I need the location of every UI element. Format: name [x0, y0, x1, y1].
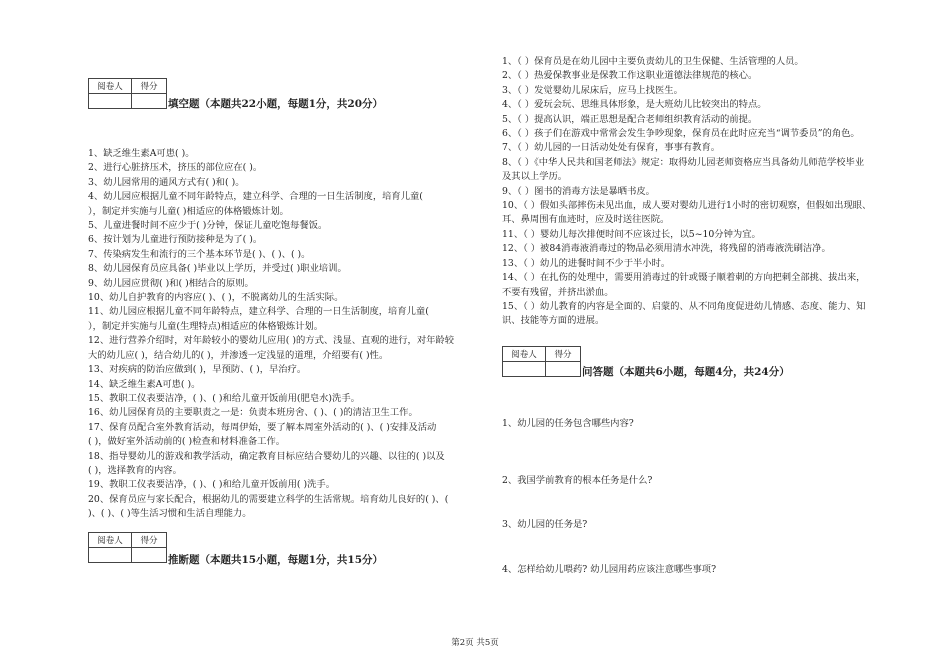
qa-section-title: 问答题（本题共6小题，每题4分，共24分） [582, 366, 790, 378]
judge-line: 14、（ ）在扎伤的处理中，需要用消毒过的针或镊子顺着刺的方向把刺全部挑、拔出来， [502, 272, 866, 284]
fill-line: 13、对疾病的防治应做到( )，早预防、( )，早治疗。 [88, 364, 307, 376]
fill-line: 12、进行营养介绍时，对年龄较小的婴幼儿应用( )的方式、浅显、直观的进行，对年龄较 [88, 335, 455, 347]
fill-line: ( )，选择教育的内容。 [88, 464, 182, 476]
page-number: 第2页 共5页 [451, 638, 499, 648]
grader-box-judge [88, 532, 167, 563]
judge-line: 5、（ ）提高认识，端正思想是配合老师组织教育活动的前提。 [502, 113, 758, 125]
fill-line: 3、幼儿园常用的通风方式有( )和( )。 [88, 176, 245, 188]
grader-score-cell [132, 94, 167, 109]
fill-line: ( )，做好室外活动前的( )检查和材料准备工作。 [88, 436, 286, 448]
fill-line: 5、儿童进餐时间不应少于( )分钟，保证儿童吃饱每餐饭。 [88, 220, 328, 232]
grader-score-cell [546, 362, 581, 377]
judge-line: 2、（ ）热爱保教事业是保教工作这职业道德法律规范的核心。 [502, 70, 758, 82]
fill-line: 15、教职工仪表要洁净，( )、( )和给儿童开饭前用(肥皂水)洗手。 [88, 392, 360, 404]
grader-box-fill [88, 78, 167, 109]
fill-line: 14、缺乏维生素A可患( )。 [88, 378, 201, 390]
grader-reviewer-cell [89, 94, 132, 109]
judge-line: 3、（ ）发觉婴幼儿尿床后，应马上找医生。 [502, 84, 683, 96]
qa-question-4: 4、怎样给幼儿喂药? 幼儿园用药应该注意哪些事项? [502, 564, 717, 575]
fill-section-title: 填空题（本题共22小题，每题1分，共20分） [168, 98, 384, 110]
grader-score-cell [132, 548, 167, 563]
grader-score-label: 得分 [132, 79, 167, 94]
judge-line: 15、（ ）幼儿教育的内容是全面的、启蒙的、从不同角度促进幼儿情感、态度、能力、知 [502, 300, 866, 312]
judge-line: 4、（ ）爱玩会玩、思维具体形象，是大班幼儿比较突出的特点。 [502, 99, 767, 111]
fill-line: 11、幼儿园应根据儿童不同年龄特点，建立科学、合理的一日生活制度，培育儿童( [88, 306, 429, 318]
qa-question-3: 3、幼儿园的任务是? [502, 519, 588, 530]
judge-line: 7、（ ）幼儿园的一日活动处处有保育，事事有教育。 [502, 142, 721, 154]
fill-line: 4、幼儿园应根据儿童不同年龄特点，建立科学、合理的一日生活制度，培育儿童( [88, 191, 423, 203]
fill-line: )、( )、( )等生活习惯和生活自理能力。 [88, 508, 252, 520]
fill-question-list [88, 147, 484, 522]
judge-question-list [502, 55, 907, 329]
grader-reviewer-label: 阅卷人 [89, 79, 132, 94]
judge-line: 不要有残留，并挤出淤血。 [502, 286, 614, 298]
judge-section-title: 推断题（本题共15小题，每题1分，共15分） [168, 554, 384, 566]
judge-line: 1、（ ）保育员是在幼儿园中主要负责幼儿的卫生保健、生活管理的人员。 [502, 56, 804, 67]
fill-line: 6、按计划为儿童进行预防接种是为了( )。 [88, 234, 263, 246]
qa-question-2: 2、我国学前教育的根本任务是什么? [502, 475, 653, 486]
grader-reviewer-cell [503, 362, 546, 377]
grader-reviewer-label: 阅卷人 [89, 533, 132, 548]
judge-line: 耳、鼻周围有血迹时，应及时送往医院。 [502, 214, 670, 226]
judge-line: 11、（ ）婴幼儿每次排便时间不应该过长，以5~10分钟为宜。 [502, 228, 761, 240]
fill-line: 9、幼儿园应贯彻( )和( )相结合的原则。 [88, 277, 254, 289]
grader-reviewer-label: 阅卷人 [503, 347, 546, 362]
fill-line: ），制定并实施与儿童( )相适应的体格锻炼计划。 [88, 205, 289, 217]
fill-line: 19、教职工仪表要洁净，( )、( )和给儿童开饭前用( )洗手。 [88, 479, 335, 491]
fill-line: 10、幼儿自护教育的内容应( )、( )，不脱离幼儿的生活实际。 [88, 292, 344, 304]
fill-line: 1、缺乏维生素A可患( )。 [88, 148, 195, 159]
judge-line: 及其以上学历。 [502, 171, 568, 183]
qa-question-1: 1、幼儿园的任务包含哪些内容? [502, 418, 634, 429]
judge-line: 8、（ ）《中华人民共和国老师法》规定：取得幼儿园老师资格应当具备幼儿师范学校毕业 [502, 156, 865, 168]
fill-line: 20、保育员应与家长配合，根据幼儿的需要建立科学的生活常规。培育幼儿良好的( )、( [88, 493, 449, 505]
fill-line: 大的幼儿应( )，结合幼儿的( )，并渗透一定浅显的道理，介绍要有( )性。 [88, 349, 389, 361]
fill-line: 16、幼儿园保育员的主要职责之一是：负责本班房舍、( )、( )的清洁卫生工作。 [88, 407, 418, 419]
fill-line: 17、保育员配合室外教育活动，每周伊始，要了解本周室外活动的( )、( )安排及活动 [88, 421, 437, 433]
grader-score-label: 得分 [132, 533, 167, 548]
grader-box-qa [502, 346, 581, 377]
judge-line: 12、（ ）被84消毒液消毒过的物品必须用清水冲洗，将残留的消毒液洗刷洁净。 [502, 243, 831, 255]
judge-line: 识、技能等方面的进展。 [502, 315, 605, 327]
grader-reviewer-cell [89, 548, 132, 563]
judge-line: 10、（ ）假如头部摔伤未见出血，成人要对婴幼儿进行1小时的密切观察，但假如出现眼、 [502, 200, 872, 212]
fill-line: 2、进行心脏挤压术，挤压的部位应在( )。 [88, 162, 263, 174]
judge-line: 6、（ ）孩子们在游戏中常常会发生争吵现象，保育员在此时应充当“调节委员”的角色。 [502, 128, 860, 140]
judge-line: 13、（ ）幼儿的进餐时间不少于半小时。 [502, 257, 671, 269]
fill-line: 7、传染病发生和流行的三个基本环节是( )、( )、( )。 [88, 248, 311, 260]
fill-line: 8、幼儿园保育员应具备( )毕业以上学历，并受过( )职业培训。 [88, 263, 347, 275]
fill-line: 18、指导婴幼儿的游戏和教学活动，确定教育目标应结合婴幼儿的兴趣、以往的( )以及 [88, 450, 445, 462]
judge-line: 9、（ ）图书的消毒方法是暴晒书皮。 [502, 185, 655, 197]
fill-line: ），制定并实施与儿童(生理特点)相适应的体格锻炼计划。 [88, 320, 324, 332]
grader-score-label: 得分 [546, 347, 581, 362]
